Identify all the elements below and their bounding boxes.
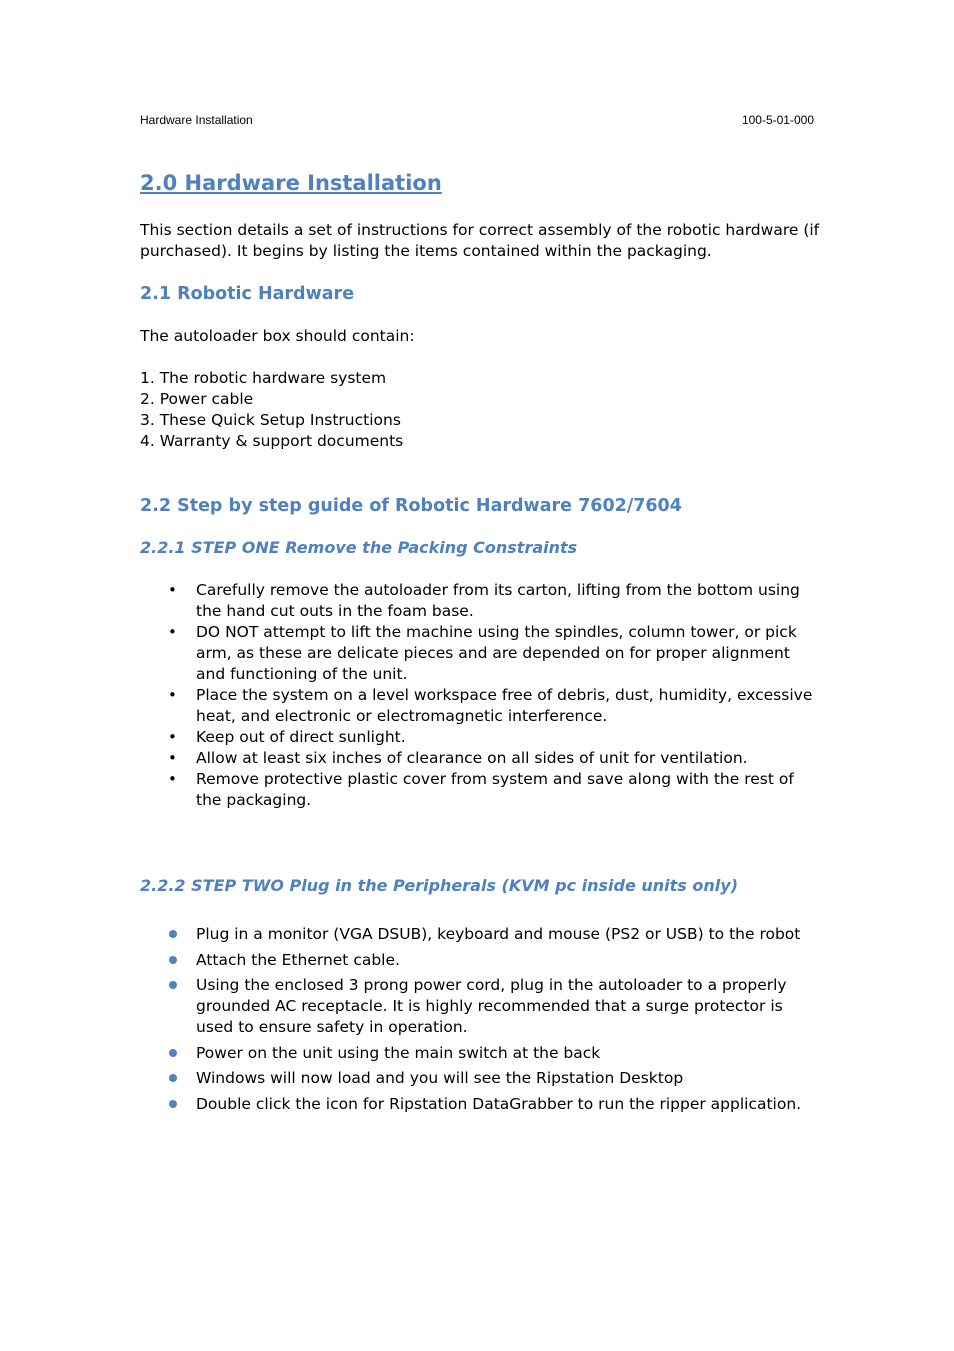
heading-step-by-step-guide: 2.2 Step by step guide of Robotic Hardware 7602/7604 bbox=[140, 496, 682, 516]
list-item-text: Remove protective plastic cover from system and save along with the rest of the packaging. bbox=[196, 770, 794, 809]
list-item: 3. These Quick Setup Instructions bbox=[140, 411, 401, 429]
list-item bbox=[168, 748, 820, 769]
bullet-dot-icon bbox=[169, 956, 177, 964]
bullet-icon: • bbox=[168, 623, 177, 641]
list-item bbox=[168, 950, 820, 971]
heading-step-two: 2.2.2 STEP TWO Plug in the Peripherals (KVM pc inside units only) bbox=[140, 876, 739, 895]
bullet-icon: • bbox=[168, 749, 177, 767]
list-item-text: Place the system on a level workspace free of debris, dust, humidity, excessive heat, and electronic or electromagnetic interference. bbox=[196, 686, 813, 725]
list-item-text: Power on the unit using the main switch at the back bbox=[196, 1043, 601, 1062]
list-item bbox=[168, 580, 820, 622]
list-item-text: Plug in a monitor (VGA DSUB), keyboard and mouse (PS2 or USB) to the robot bbox=[196, 925, 801, 943]
list-item: 2. Power cable bbox=[140, 390, 254, 408]
list-item-text: Attach the Ethernet cable. bbox=[196, 950, 400, 969]
bullet-icon: • bbox=[168, 728, 177, 746]
list-item bbox=[168, 622, 820, 685]
bullet-dot-icon bbox=[169, 1100, 177, 1108]
heading-step-one: 2.2.1 STEP ONE Remove the Packing Constraints bbox=[140, 538, 578, 557]
step-two-list bbox=[140, 924, 820, 1115]
list-item-text: DO NOT attempt to lift the machine using the spindles, column tower, or pick arm, as these are delicate pieces and are depended on for proper alignment and functioning of the unit. bbox=[196, 623, 797, 683]
running-header-doc-number: 100-5-01-000 bbox=[741, 113, 814, 127]
list-item-text: Allow at least six inches of clearance on all sides of unit for ventilation. bbox=[196, 749, 748, 767]
list-item bbox=[168, 975, 820, 1038]
bullet-dot-icon bbox=[169, 930, 177, 938]
bullet-icon: • bbox=[168, 770, 177, 788]
list-item: 1. The robotic hardware system bbox=[140, 369, 387, 387]
running-header-title: Hardware Installation bbox=[140, 113, 253, 127]
bullet-dot-icon bbox=[169, 1049, 177, 1057]
bullet-dot-icon bbox=[169, 1074, 177, 1082]
bullet-dot-icon bbox=[169, 981, 177, 989]
list-item bbox=[168, 727, 820, 748]
intro-paragraph: This section details a set of instructions for correct assembly of the robotic hardware (if purchased). It begins by listing the items contained within the packaging. bbox=[140, 221, 820, 260]
document-body bbox=[140, 168, 820, 1119]
list-item: 4. Warranty & support documents bbox=[140, 432, 404, 450]
section-title: 2.0 Hardware Installation bbox=[140, 171, 442, 195]
box-contents-list bbox=[140, 368, 820, 452]
list-item bbox=[168, 1043, 820, 1064]
list-item-text: Keep out of direct sunlight. bbox=[196, 728, 406, 746]
list-item bbox=[168, 769, 820, 811]
heading-robotic-hardware: 2.1 Robotic Hardware bbox=[140, 284, 355, 304]
list-item bbox=[168, 685, 820, 727]
bullet-icon: • bbox=[168, 581, 177, 599]
box-contents-lead: The autoloader box should contain: bbox=[140, 327, 415, 345]
list-item bbox=[168, 1068, 820, 1089]
step-one-list bbox=[140, 580, 820, 811]
list-item-text: Windows will now load and you will see the Ripstation Desktop bbox=[196, 1069, 684, 1087]
bullet-icon: • bbox=[168, 686, 177, 704]
list-item-text: Double click the icon for Ripstation DataGrabber to run the ripper application. bbox=[196, 1094, 802, 1113]
list-item-text: Carefully remove the autoloader from its carton, lifting from the bottom using the hand cut outs in the foam base. bbox=[196, 581, 800, 620]
list-item bbox=[168, 924, 820, 945]
list-item bbox=[168, 1094, 820, 1115]
list-item-text: Using the enclosed 3 prong power cord, plug in the autoloader to a properly grounded AC receptacle. It is highly recommended that a surge protector is used to ensure safety in operation. bbox=[196, 976, 787, 1036]
